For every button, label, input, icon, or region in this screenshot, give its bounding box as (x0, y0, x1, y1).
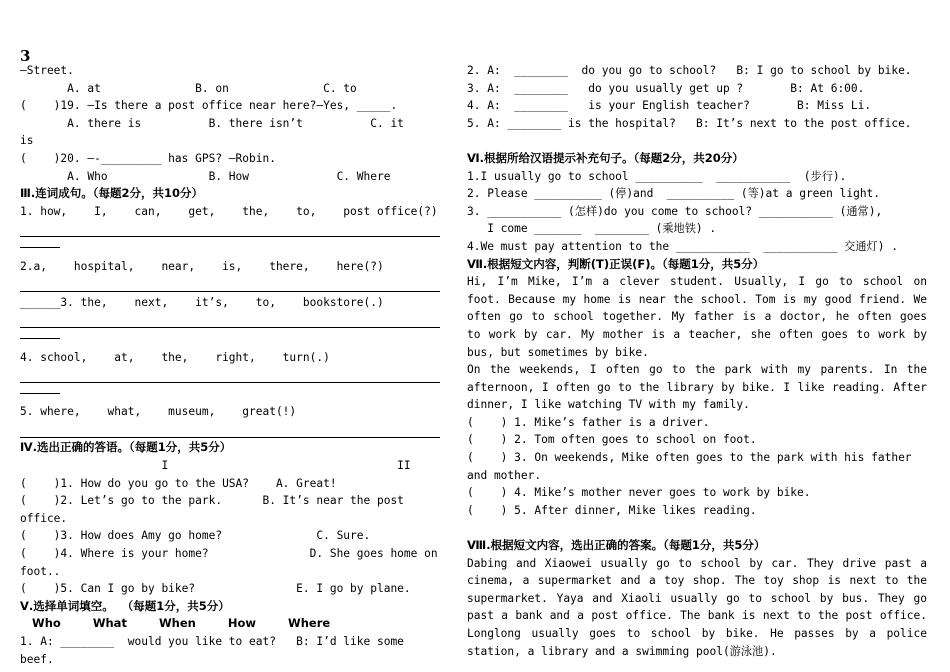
section-5-title: Ⅴ.选择单词填空。 （每题1分，共5分） (20, 598, 230, 613)
s8-passage-line: cinema, a supermarket and a toy shop. The toy shop is next to the (467, 574, 927, 588)
s7-passage-line: Hi, I’m Mike, I’m a clever student. Usually, I go to school on (467, 275, 927, 289)
s7-passage-line: often go to school together. My father is a doctor, he often goes (467, 310, 927, 324)
s7-question: and mother. (467, 468, 542, 482)
q20-question: ( )20. —-_________ has GPS? –Robin. (20, 151, 276, 165)
section-6-title: Ⅵ.根据所给汉语提示补充句子。（每题2分，共20分） (467, 150, 744, 165)
s4-line: ( )3. How does Amy go home? C. Sure. (20, 529, 371, 543)
section-3-title: Ⅲ.连词成句。（每题2分，共10分） (20, 186, 203, 201)
s6-line: I come _______ ________ (乘地铁) . (467, 222, 717, 236)
section-4-title: Ⅳ.选出正确的答语。（每题1分，共5分） (20, 440, 232, 455)
s5-question-1-wrap: beef. (20, 652, 54, 666)
s7-question: ( ) 5. After dinner, Mike likes reading. (467, 503, 757, 517)
s8-passage-line: past a bank and a post office. The bank is next to the post office. (467, 609, 927, 623)
answer-line (20, 421, 440, 438)
q19-question: ( )19. –Is there a post office near here?—Yes, _____. (20, 99, 398, 113)
section-4-column-headers: I II (20, 459, 411, 473)
s7-passage-line: On the weekends, I often go to the park with my parents. In the (467, 363, 927, 377)
s5-question-2: 2. A: ________ do you go to school? B: I go to school by bike. (467, 64, 912, 77)
s6-line: 2. Please __________ (停)and __________ (等)at a green light. (467, 187, 881, 201)
s3-question-4: 4. school, at, the, right, turn(.) (20, 350, 330, 364)
s4-line: ( )1. How do you go to the USA? A. Great! (20, 476, 337, 490)
s3-question-2: 2.a, hospital, near, is, there, here(?) (20, 259, 384, 273)
s7-question: ( ) 1. Mike’s father is a driver. (467, 415, 710, 429)
s6-line: 4.We must pay attention to the ___________ ___________ 交通灯) . (467, 239, 898, 253)
q18-options: A. at B. on C. to (20, 81, 357, 95)
s6-line: 1.I usually go to school __________ ___________ (步行). (467, 169, 847, 183)
s8-passage-line: station, a library and a swimming pool(游泳池). (467, 644, 777, 658)
section-5-word-bank: Who What When How Where (20, 616, 331, 631)
s8-passage-line: Longlong usually goes to school by bike. He passes by a police (467, 627, 927, 640)
answer-line-short (20, 385, 60, 394)
section-7-title: Ⅶ.根据短文内容，判断(T)正误(F)。（每题1分，共5分） (467, 256, 765, 271)
s7-passage-line: to work by car. My mother is a teacher, she often goes to work by (467, 327, 927, 341)
s7-passage-line: foot. Because my home is near the school. Tom is my good friend. We (467, 292, 927, 306)
s7-question: ( ) 4. Mike’s mother never goes to work by bike. (467, 486, 811, 500)
answer-line (20, 220, 440, 237)
s5-question-3: 3. A: ________ do you usually get up ? B: At 6:00. (467, 81, 865, 95)
s4-line: office. (20, 511, 68, 525)
s4-line: ( )2. Let’s go to the park. B. It’s near the post (20, 494, 404, 508)
answer-line-short (20, 330, 60, 339)
s5-question-4: 4. A: ________ is your English teacher? B: Miss Li. (467, 99, 872, 113)
answer-line-short (20, 239, 60, 248)
page-number: 3 (20, 47, 31, 65)
s7-question: ( ) 3. On weekends, Mike often goes to the park with his father (467, 451, 912, 465)
s3-question-3: ______3. the, next, it’s, to, bookstore(.) (20, 295, 384, 309)
s4-line: foot.. (20, 564, 61, 578)
answer-line (20, 275, 440, 292)
s7-question: ( ) 2. Tom often goes to school on foot. (467, 433, 757, 447)
q20-options: A. Who B. How C. Where (20, 169, 391, 183)
answer-line (20, 311, 440, 328)
s7-passage-line: dinner, I like watching TV with my family. (467, 398, 750, 412)
q19-options: A. there is B. there isn’t C. it (20, 116, 404, 130)
s6-line: 3. ___________ (怎样)do you come to school? ___________ (通常), (467, 204, 883, 218)
s3-question-5: 5. where, what, museum, great(!) (20, 405, 297, 419)
s7-passage-line: bus, but sometimes by bike. (467, 345, 649, 359)
q19-options-wrap: is (20, 134, 34, 148)
s7-passage-line: afternoon, I often go to the library by bike. I like reading. After (467, 380, 927, 394)
answer-line (20, 366, 440, 383)
s5-question-1: 1. A: ________ would you like to eat? B: I’d like some (20, 635, 404, 648)
s8-passage-line: Dabing and Xiaowei usually go to school by car. They drive past a (467, 556, 927, 570)
s5-question-5: 5. A: ________ is the hospital? B: It’s next to the post office. (467, 116, 912, 130)
s4-line: ( )4. Where is your home? D. She goes home on (20, 547, 438, 561)
s4-line: ( )5. Can I go by bike? E. I go by plane. (20, 582, 411, 596)
section-8-title: Ⅷ.根据短文内容，选出正确的答案。（每题1分，共5分） (467, 538, 766, 553)
s8-passage-line: supermarket. Yaya and Xiaoli usually go to school by bus. They go (467, 591, 927, 605)
s3-question-1: 1. how, I, can, get, the, to, post office(?) (20, 204, 438, 218)
q18-tail: —Street. (20, 64, 74, 77)
